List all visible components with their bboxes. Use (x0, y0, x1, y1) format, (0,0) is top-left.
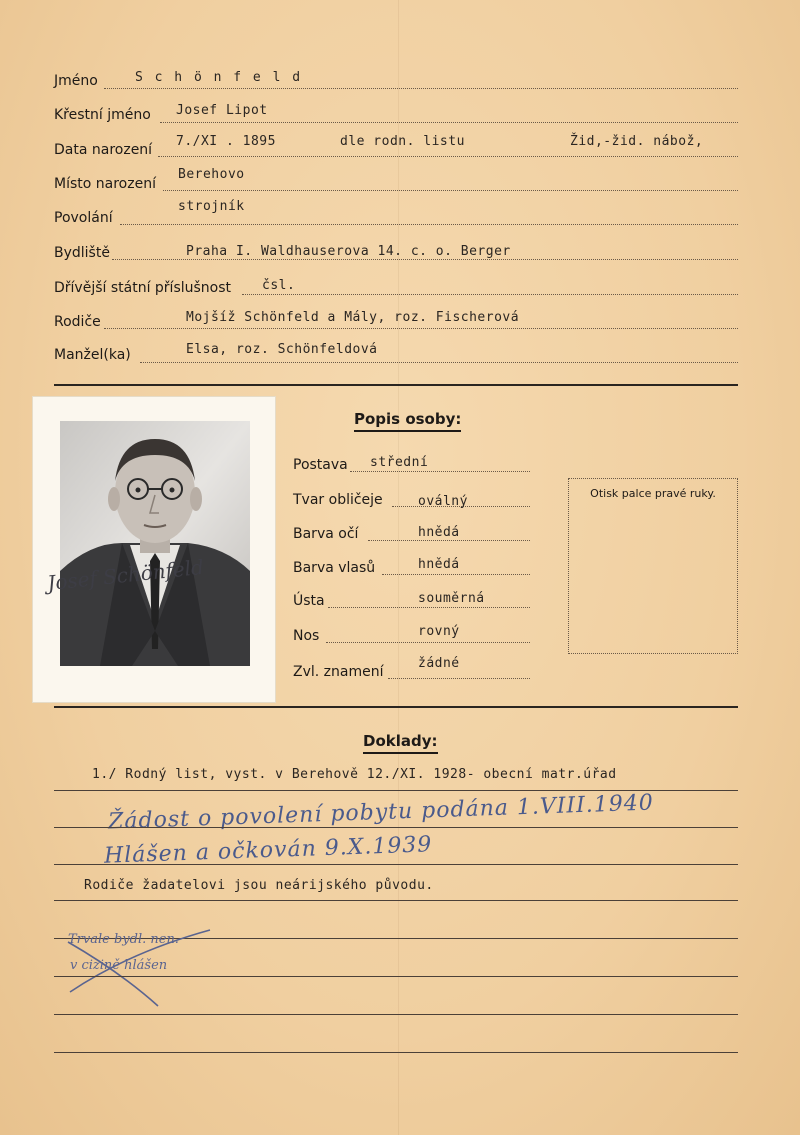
dots (326, 642, 530, 643)
popis-label: Zvl. znamení (293, 664, 384, 680)
label-jmeno: Jméno (54, 73, 98, 89)
popis-value: hnědá (418, 525, 460, 540)
doklady-rule (54, 864, 738, 865)
fold-line (398, 0, 399, 1135)
popis-value: střední (370, 455, 429, 470)
popis-label: Ústa (293, 593, 325, 609)
label-manzel: Manžel(ka) (54, 347, 131, 363)
dots (160, 122, 738, 123)
doklady-handwritten-2: Hlášen a očkován 9.X.1939 (103, 832, 433, 869)
dots (158, 156, 738, 157)
value-povolani: strojník (178, 199, 245, 214)
label-prislusnost: Dřívější státní příslušnost (54, 280, 232, 296)
thumbprint-label: Otisk palce pravé ruky. (590, 487, 716, 500)
popis-value: oválný (418, 494, 468, 509)
crossed-note-2: v cizině hlášen (70, 958, 168, 973)
dots (368, 540, 530, 541)
dots (104, 88, 738, 89)
doklady-rule (54, 827, 738, 828)
portrait-photo (60, 421, 250, 666)
thumbprint-box (568, 478, 738, 654)
label-bydliste: Bydliště (54, 245, 110, 261)
dots (350, 471, 530, 472)
section-rule (54, 706, 738, 708)
doklady-rule (54, 900, 738, 901)
value-narozeni-extra: Žid,-žid. nábož, (570, 134, 704, 149)
dots (242, 294, 738, 295)
doklady-rule (54, 1014, 738, 1015)
value-prislusnost: čsl. (262, 278, 296, 293)
cross-out-mark (60, 922, 220, 1012)
popis-label: Barva očí (293, 526, 359, 542)
dots (104, 328, 738, 329)
dots (140, 362, 738, 363)
dots (388, 678, 530, 679)
portrait-illustration (60, 421, 250, 666)
label-povolani: Povolání (54, 210, 113, 226)
popis-label: Tvar obličeje (293, 492, 383, 508)
value-bydliste: Praha I. Waldhauserova 14. c. o. Berger (186, 244, 511, 259)
doklady-line-4: Rodiče žadatelovi jsou neárijského původu. (84, 878, 434, 893)
doklady-line-1: 1./ Rodný list, vyst. v Berehově 12./XI. 1928- obecní matr.úřad (92, 767, 617, 782)
crossed-note-1: Trvale bydl. nen. (68, 932, 179, 947)
value-jmeno: S c h ö n f e l d (135, 70, 303, 85)
value-misto: Berehovo (178, 167, 245, 182)
value-rodice: Mojšíž Schönfeld a Mály, roz. Fischerová (186, 310, 520, 325)
label-krestni: Křestní jméno (54, 107, 151, 123)
popis-value: souměrná (418, 591, 485, 606)
popis-value: rovný (418, 624, 460, 639)
doklady-rule (54, 976, 738, 977)
value-narozeni-note: dle rodn. listu (340, 134, 465, 149)
value-narozeni: 7./XI . 1895 (176, 134, 276, 149)
dots (112, 259, 738, 260)
doklady-heading: Doklady: (363, 732, 438, 754)
photo-signature: Josef Schönfeld (46, 554, 205, 596)
popis-label: Postava (293, 457, 348, 473)
dots (120, 224, 738, 225)
dots (382, 574, 530, 575)
doklady-handwritten-1: Žádost o povolení pobytu podána 1.VIII.1940 (107, 790, 655, 835)
value-krestni: Josef Lipot (176, 103, 268, 118)
popis-value: žádné (418, 656, 460, 671)
doklady-rule (54, 1052, 738, 1053)
value-manzel: Elsa, roz. Schönfeldová (186, 342, 378, 357)
section-rule (54, 384, 738, 386)
label-narozeni: Data narození (54, 142, 153, 158)
popis-label: Barva vlasů (293, 560, 376, 576)
dots (163, 190, 738, 191)
popis-heading: Popis osoby: (354, 410, 461, 432)
popis-label: Nos (293, 628, 320, 644)
dots (328, 607, 530, 608)
label-misto: Místo narození (54, 176, 156, 192)
photo-frame (33, 397, 275, 702)
label-rodice: Rodiče (54, 314, 101, 330)
popis-value: hnědá (418, 557, 460, 572)
